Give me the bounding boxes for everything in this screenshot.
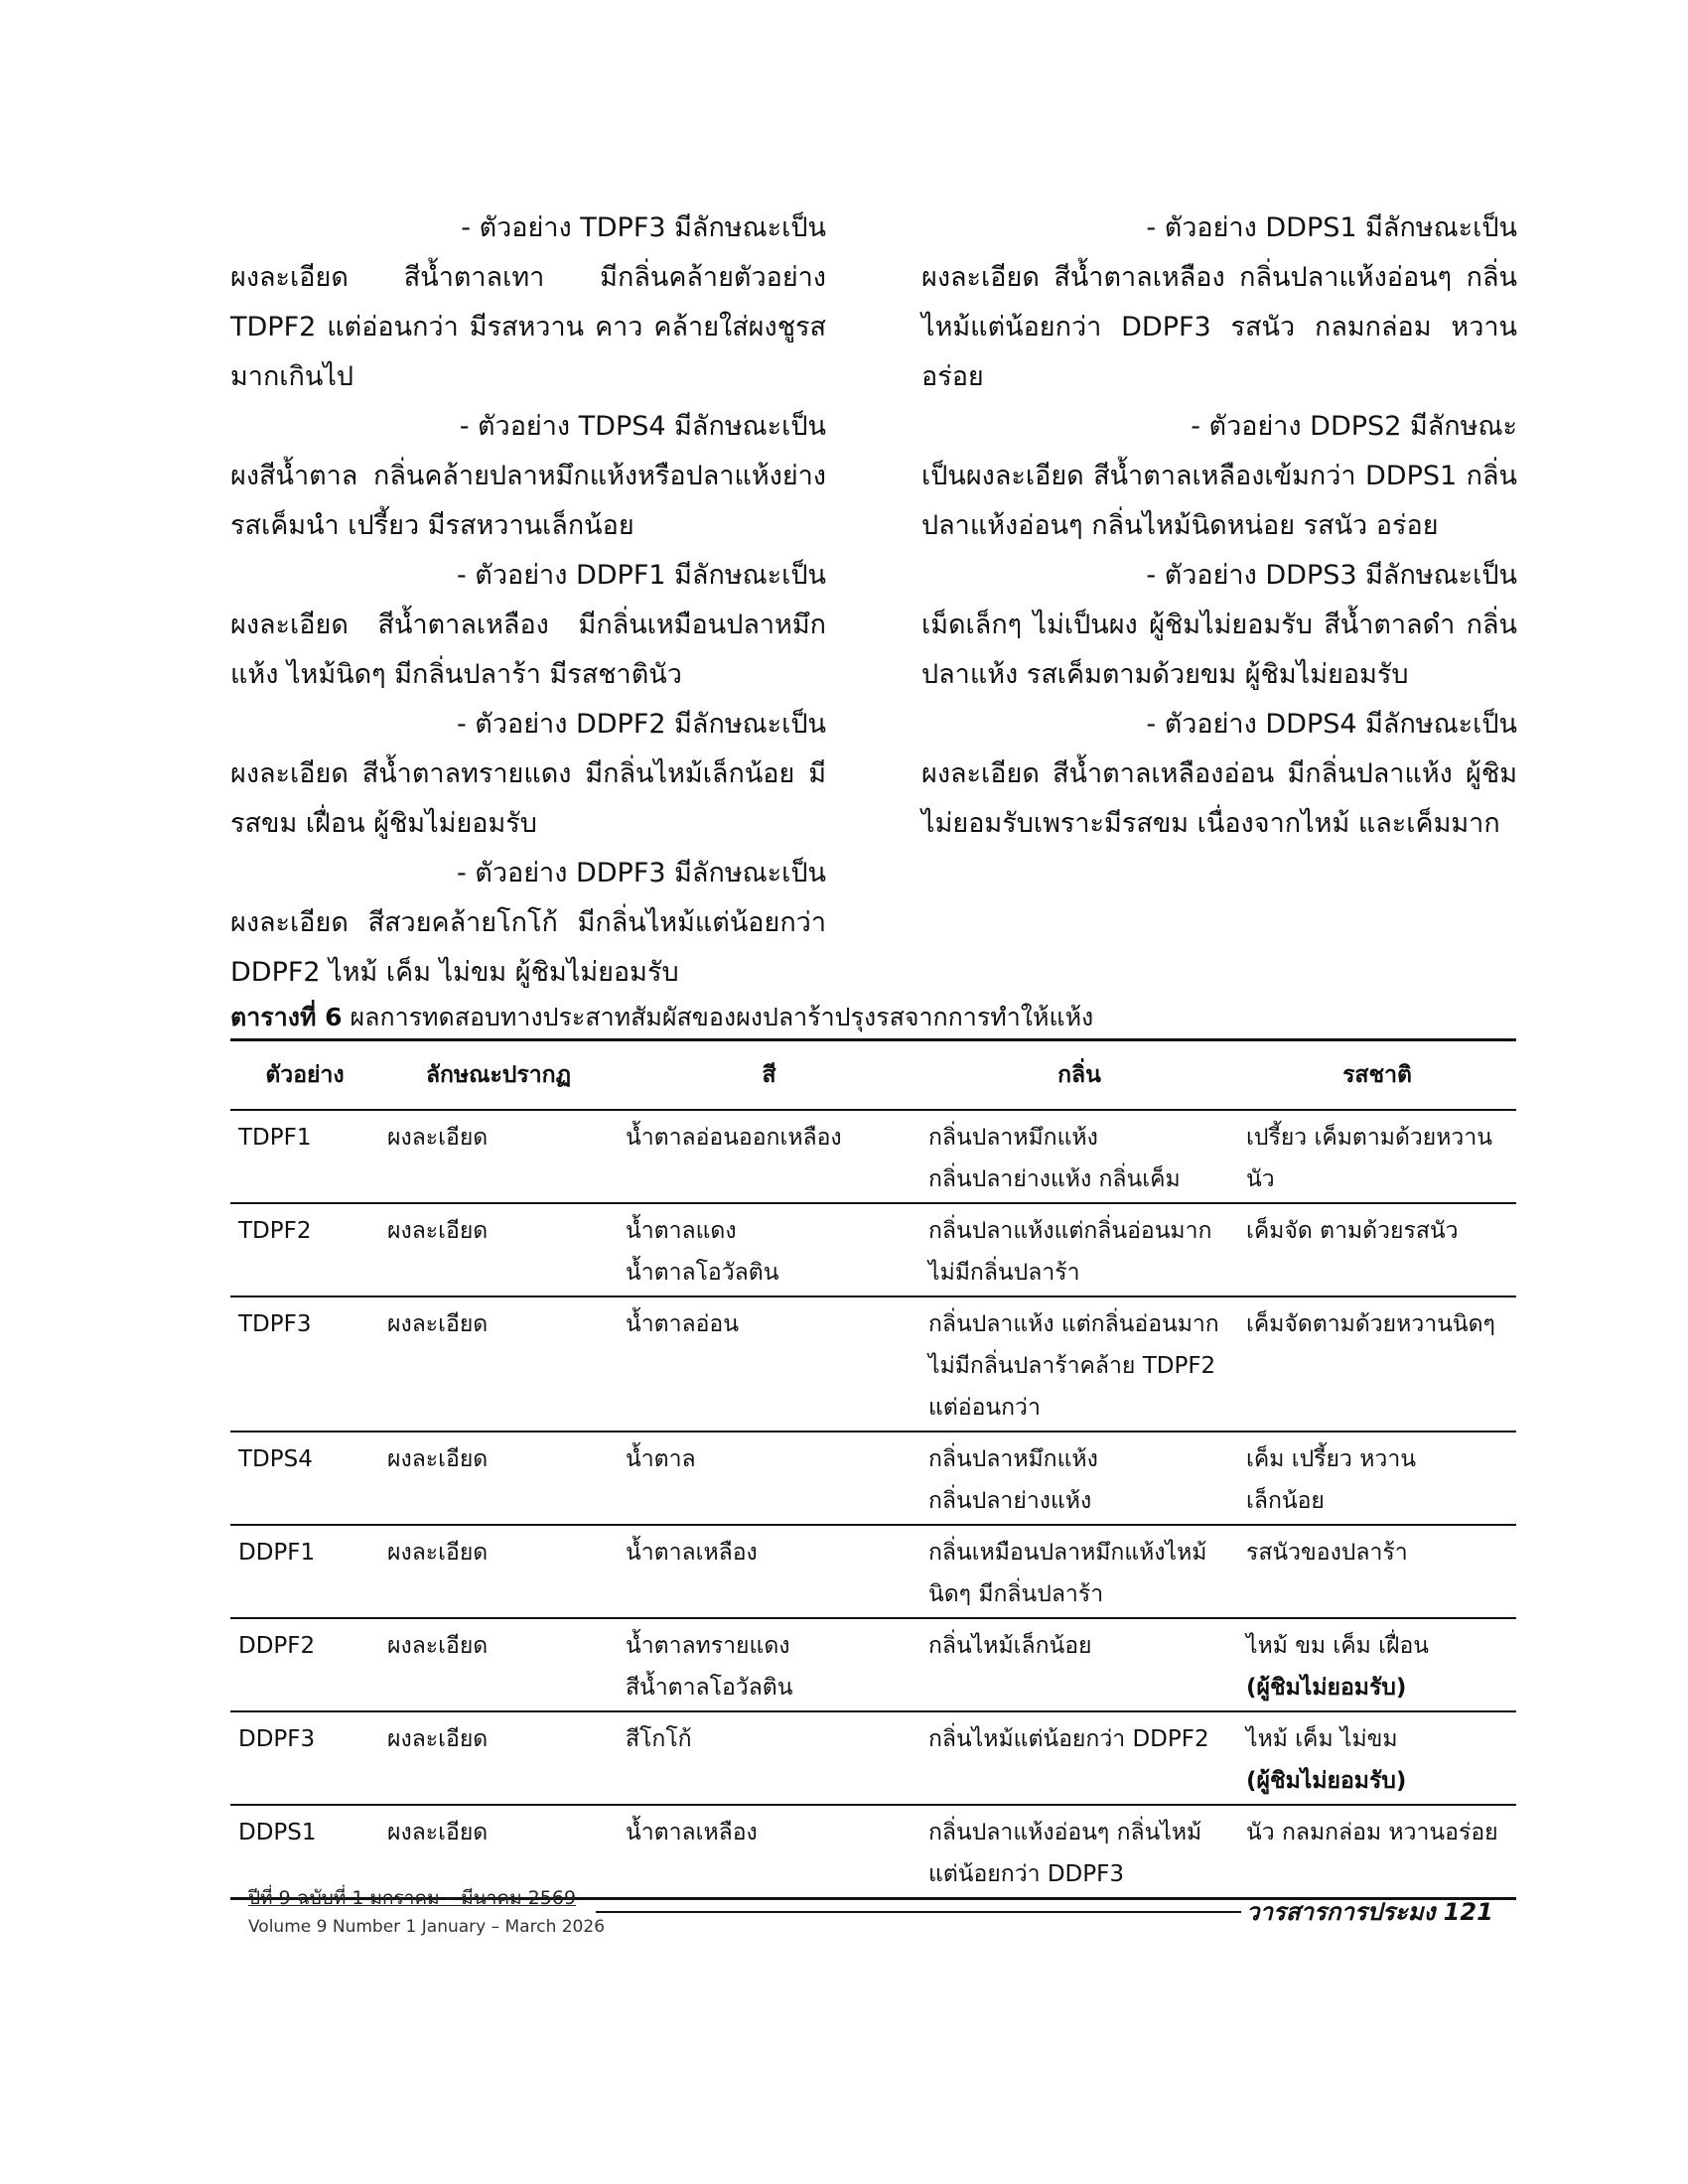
cell-appearance: ผงละเอียด: [387, 1311, 489, 1337]
cell-odor-line: กลิ่นปลาย่างแห้ง: [928, 1488, 1092, 1514]
paragraph-lead: - ตัวอย่าง DDPF1 มีลักษณะเป็น: [456, 560, 826, 591]
table-row: [230, 1525, 1516, 1618]
cell-sample: DDPF1: [238, 1540, 316, 1566]
cell-color: [618, 1297, 920, 1432]
cell-appearance: ผงละเอียด: [387, 1125, 489, 1151]
cell-appearance: ผงละเอียด: [387, 1446, 489, 1472]
cell-color: [618, 1525, 920, 1618]
cell-odor: [920, 1432, 1238, 1525]
cell-odor-line: ไม่มีกลิ่นปลาร้า: [928, 1260, 1080, 1286]
cell-sample: DDPF3: [238, 1726, 316, 1752]
footer-issue-thai: ปีที่ 9 ฉบับที่ 1 มกราคม – มีนาคม 2569: [248, 1887, 577, 1909]
cell-appearance: ผงละเอียด: [387, 1820, 489, 1845]
footer-journal-page: วารสารการประมง 121: [1246, 1898, 1493, 1926]
cell-taste-line: เค็ม เปรี้ยว หวาน: [1246, 1446, 1416, 1472]
header-color: สี: [762, 1062, 776, 1088]
paragraph-lead: - ตัวอย่าง DDPF3 มีลักษณะเป็น: [456, 858, 826, 888]
table-row: [230, 1110, 1516, 1203]
paragraph-body: ผงละเอียด สีน้ำตาลเหลืองอ่อน มีกลิ่นปลาแห้ง ผู้ชิมไม่ยอมรับเพราะมีรสขม เนื่องจากไหม้ และเค็มมาก: [921, 758, 1517, 839]
paragraph-body: ผงสีน้ำตาล กลิ่นคล้ายปลาหมึกแห้งหรือปลาแห้งย่าง รสเค็มนำ เปรี้ยว มีรสหวานเล็กน้อย: [230, 461, 826, 541]
cell-color: [618, 1203, 920, 1297]
cell-color-line: น้ำตาลอ่อนออกเหลือง: [626, 1125, 842, 1151]
cell-taste-line: นัว: [1246, 1166, 1275, 1192]
table-row: [230, 1203, 1516, 1297]
table-row: [230, 1618, 1516, 1711]
cell-taste-line: เค็มจัดตามด้วยหวานนิดๆ: [1246, 1311, 1495, 1337]
paragraph-body: เม็ดเล็กๆ ไม่เป็นผง ผู้ชิมไม่ยอมรับ สีน้ำตาลดำ กลิ่นปลาแห้ง รสเค็มตามด้วยขม ผู้ชิมไม่ยอมรับ: [921, 610, 1517, 690]
cell-odor: [920, 1297, 1238, 1432]
footer-issue-english: Volume 9 Number 1 January – March 2026: [248, 1917, 606, 1937]
cell-odor-line: กลิ่นปลาแห้ง แต่กลิ่นอ่อนมาก: [928, 1311, 1219, 1337]
cell-odor-line: กลิ่นเหมือนปลาหมึกแห้งไหม้: [928, 1540, 1207, 1566]
cell-color: [618, 1110, 920, 1203]
header-appearance: ลักษณะปรากฏ: [425, 1062, 572, 1088]
paragraph-body: เป็นผงละเอียด สีน้ำตาลเหลืองเข้มกว่า DDPS1 กลิ่นปลาแห้งอ่อนๆ กลิ่นไหม้นิดหน่อย รสนัว อร่อย: [921, 461, 1517, 541]
table-caption-label: ตารางที่ 6: [230, 1003, 343, 1031]
cell-odor: [920, 1711, 1238, 1805]
cell-color-line: น้ำตาลเหลือง: [626, 1820, 758, 1845]
left-text-column: [230, 204, 826, 998]
cell-color-line: น้ำตาลแดง: [626, 1218, 737, 1244]
paragraph-body: ผงละเอียด สีน้ำตาลเหลือง กลิ่นปลาแห้งอ่อนๆ กลิ่นไหม้แต่น้อยกว่า DDPF3 รสนัว กลมกล่อม หวานอร่อย: [921, 262, 1517, 392]
cell-sample: TDPS4: [238, 1446, 313, 1472]
cell-sample: TDPF2: [238, 1218, 312, 1244]
sensory-results-table: [230, 1038, 1516, 1900]
cell-taste-line: เปรี้ยว เค็มตามด้วยหวาน: [1246, 1125, 1492, 1151]
cell-color: [618, 1432, 920, 1525]
paragraph-lead: - ตัวอย่าง DDPS4 มีลักษณะเป็น: [1146, 709, 1517, 740]
cell-sample: TDPF3: [238, 1311, 312, 1337]
cell-odor-line: แต่อ่อนกว่า: [928, 1395, 1041, 1421]
cell-odor: [920, 1110, 1238, 1203]
cell-odor-line: กลิ่นปลาแห้งอ่อนๆ กลิ่นไหม้: [928, 1820, 1202, 1845]
cell-odor: [920, 1618, 1238, 1711]
cell-sample: TDPF1: [238, 1125, 312, 1151]
header-sample: ตัวอย่าง: [265, 1062, 345, 1088]
paragraph-lead: - ตัวอย่าง TDPF3 มีลักษณะเป็น: [461, 212, 826, 243]
paragraph-lead: - ตัวอย่าง DDPF2 มีลักษณะเป็น: [456, 709, 826, 740]
paragraph-lead: - ตัวอย่าง DDPS3 มีลักษณะเป็น: [1146, 560, 1517, 591]
cell-odor-line: กลิ่นปลาหมึกแห้ง: [928, 1125, 1098, 1151]
header-taste: รสชาติ: [1342, 1062, 1412, 1088]
cell-taste: [1238, 1110, 1516, 1203]
cell-appearance: ผงละเอียด: [387, 1633, 489, 1659]
cell-color-line: น้ำตาลอ่อน: [626, 1311, 739, 1337]
cell-sample: DDPF2: [238, 1633, 316, 1659]
cell-odor: [920, 1525, 1238, 1618]
cell-color-line: น้ำตาล: [626, 1446, 696, 1472]
cell-odor: [920, 1203, 1238, 1297]
cell-color-line: น้ำตาลเหลือง: [626, 1540, 758, 1566]
paragraph-lead: - ตัวอย่าง DDPS2 มีลักษณะ: [1191, 411, 1517, 442]
table-caption-text: ผลการทดสอบทางประสาทสัมผัสของผงปลาร้าปรุงรสจากการทำให้แห้ง: [350, 1003, 1094, 1031]
cell-odor-line: กลิ่นไหม้แต่น้อยกว่า DDPF2: [928, 1726, 1209, 1752]
table-header-row: [230, 1040, 1516, 1111]
cell-color: [618, 1805, 920, 1899]
cell-taste-line: นัว กลมกล่อม หวานอร่อย: [1246, 1820, 1498, 1845]
cell-taste-line: ไหม้ ขม เค็ม เฝื่อน: [1246, 1633, 1429, 1659]
footer-issue: [248, 1884, 605, 1942]
cell-taste: [1238, 1618, 1516, 1711]
cell-taste: [1238, 1805, 1516, 1899]
cell-odor-line: กลิ่นปลาย่างแห้ง กลิ่นเค็ม: [928, 1166, 1181, 1192]
cell-taste-line: ไหม้ เค็ม ไม่ขม: [1246, 1726, 1398, 1752]
cell-taste-line: เค็มจัด ตามด้วยรสนัว: [1246, 1218, 1459, 1244]
cell-taste: [1238, 1525, 1516, 1618]
paragraph-body: ผงละเอียด สีน้ำตาลเทา มีกลิ่นคล้ายตัวอย่าง TDPF2 แต่อ่อนกว่า มีรสหวาน คาว คล้ายใส่ผงชูรสมากเกินไป: [230, 262, 826, 392]
table-row: [230, 1432, 1516, 1525]
paragraph-lead: - ตัวอย่าง DDPS1 มีลักษณะเป็น: [1146, 212, 1517, 243]
paragraph-body: ผงละเอียด สีน้ำตาลทรายแดง มีกลิ่นไหม้เล็กน้อย มีรสขม เฝื่อน ผู้ชิมไม่ยอมรับ: [230, 758, 826, 839]
cell-taste: [1238, 1297, 1516, 1432]
cell-odor-line: กลิ่นปลาหมึกแห้ง: [928, 1446, 1098, 1472]
taste-rejection-note: (ผู้ชิมไม่ยอมรับ): [1246, 1675, 1407, 1701]
table-caption: [230, 999, 1521, 1036]
footer-divider: [596, 1911, 1241, 1913]
table-row: [230, 1711, 1516, 1805]
cell-sample: DDPS1: [238, 1820, 317, 1845]
cell-appearance: ผงละเอียด: [387, 1540, 489, 1566]
cell-color: [618, 1711, 920, 1805]
paragraph-lead: - ตัวอย่าง TDPS4 มีลักษณะเป็น: [459, 411, 826, 442]
cell-color-line: น้ำตาลโอวัลติน: [626, 1260, 779, 1286]
cell-odor-line: กลิ่นไหม้เล็กน้อย: [928, 1633, 1092, 1659]
cell-odor-line: ไม่มีกลิ่นปลาร้าคล้าย TDPF2: [928, 1353, 1216, 1379]
taste-rejection-note: (ผู้ชิมไม่ยอมรับ): [1246, 1768, 1407, 1794]
cell-taste: [1238, 1432, 1516, 1525]
cell-odor-line: แต่น้อยกว่า DDPF3: [928, 1861, 1124, 1887]
cell-odor-line: กลิ่นปลาแห้งแต่กลิ่นอ่อนมาก: [928, 1218, 1212, 1244]
cell-odor-line: นิดๆ มีกลิ่นปลาร้า: [928, 1581, 1104, 1607]
paragraph-body: ผงละเอียด สีสวยคล้ายโกโก้ มีกลิ่นไหม้แต่น้อยกว่า DDPF2 ไหม้ เค็ม ไม่ขม ผู้ชิมไม่ยอมรับ: [230, 907, 826, 988]
cell-taste-line: เล็กน้อย: [1246, 1488, 1325, 1514]
paragraph-body: ผงละเอียด สีน้ำตาลเหลือง มีกลิ่นเหมือนปลาหมึกแห้ง ไหม้นิดๆ มีกลิ่นปลาร้า มีรสชาตินัว: [230, 610, 826, 690]
cell-taste: [1238, 1203, 1516, 1297]
header-odor: กลิ่น: [1057, 1062, 1101, 1088]
right-text-column: [921, 204, 1517, 849]
cell-taste: [1238, 1711, 1516, 1805]
cell-color-line: สีน้ำตาลโอวัลติน: [626, 1675, 793, 1701]
cell-odor: [920, 1805, 1238, 1899]
cell-color: [618, 1618, 920, 1711]
cell-color-line: สีโกโก้: [626, 1726, 692, 1752]
table-row: [230, 1297, 1516, 1432]
cell-appearance: ผงละเอียด: [387, 1218, 489, 1244]
cell-color-line: น้ำตาลทรายแดง: [626, 1633, 790, 1659]
cell-appearance: ผงละเอียด: [387, 1726, 489, 1752]
cell-taste-line: รสนัวของปลาร้า: [1246, 1540, 1408, 1566]
